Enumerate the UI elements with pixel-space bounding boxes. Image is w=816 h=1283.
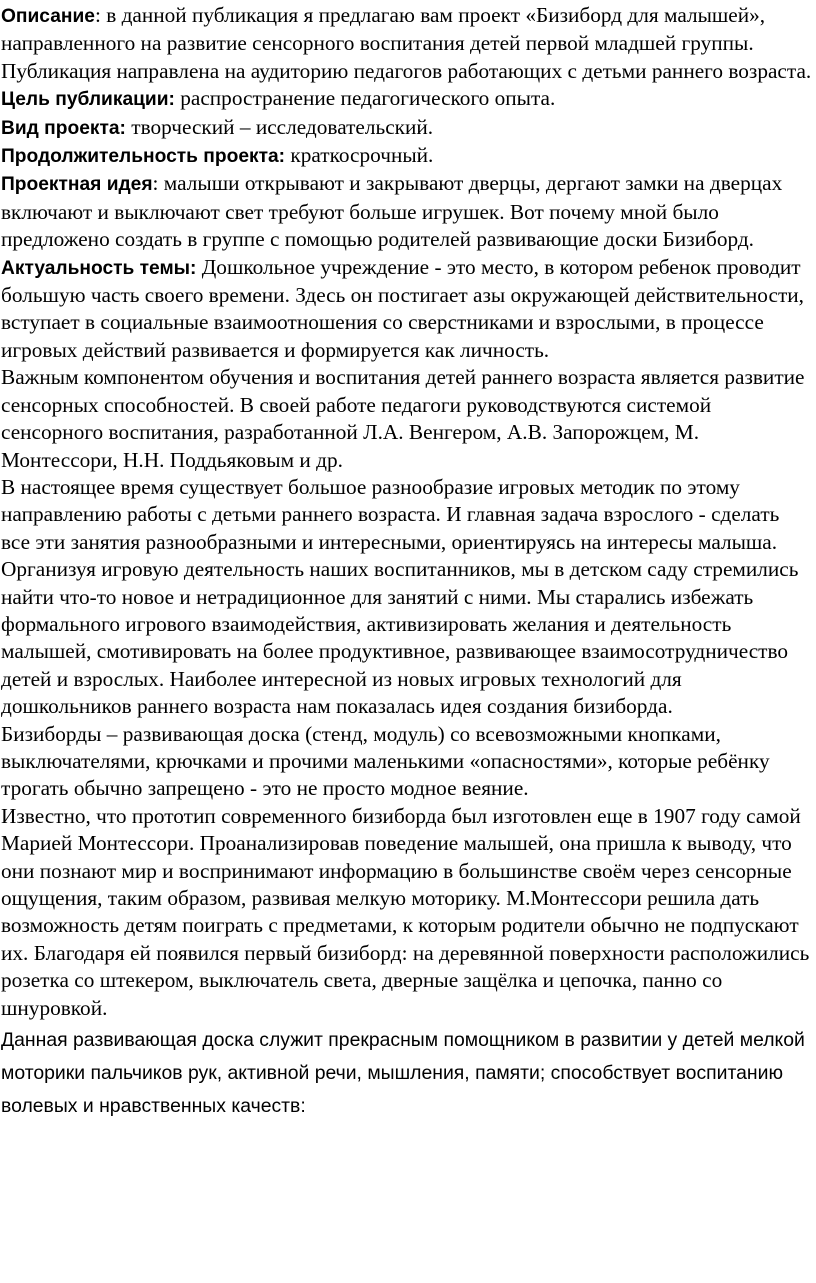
relevance-label: Актуальность темы: xyxy=(1,257,197,279)
description-text: : в данной публикация я предлагаю вам проект «Бизиборд для малышей», направленного на развитие сенсорного воспитания детей первой младшей группы. Публикация направлена на аудиторию педагогов работающих с детьми раннего возраста. xyxy=(1,3,812,83)
goal-paragraph xyxy=(1,85,813,113)
duration-paragraph xyxy=(1,142,813,170)
project-idea-paragraph xyxy=(1,170,813,253)
description-paragraph xyxy=(1,2,813,85)
relevance-text: Дошкольное учреждение - это место, в котором ребенок проводит большую часть своего времени. Здесь он постигает азы окружающей действительности, вступает в социальные взаимоотношения со сверстниками и взрослыми, в процессе игровых действий развивается и формируется как личность. xyxy=(1,254,804,362)
project-idea-text: : малыши открывают и закрывают дверцы, дергают замки на дверцах включают и выключают свет требуют больше игрушек. Вот почему мной было предложено создать в группе с помощью родителей развивающие доски Бизиборд. xyxy=(1,171,783,252)
goal-text: распространение педагогического опыта. xyxy=(174,86,556,111)
goal-label: Цель публикации: xyxy=(1,89,175,111)
organization-paragraph: Организуя игровую деятельность наших воспитанников, мы в детском саду стремились найти что-то новое и нетрадиционное для занятий с ними. Мы старались избежать формального игрового взаимодействия, активизировать желания и деятельность малышей, смотивировать на более продуктивное, развивающее взаимосотрудничество детей и взрослых. Наиболее интересной из новых игровых технологий для дошкольников раннего возраста нам показалась идея создания бизиборда. xyxy=(1,557,799,719)
benefits-paragraph: Данная развивающая доска служит прекрасным помощником в развитии у детей мелкой моторики пальчиков рук, активной речи, мышления, памяти; способствует воспитанию волевых и нравственных качеств: xyxy=(1,1029,805,1118)
project-type-label: Вид проекта: xyxy=(1,117,126,139)
sensory-paragraph: Важным компонентом обучения и воспитания детей раннего возраста является развитие сенсорных способностей. В своей работе педагоги руководствуются системой сенсорного воспитания, разработанной Л.А. Венгером, А.В. Запорожцем, М. Монтессори, Н.Н. Поддьяковым и др. xyxy=(1,365,805,472)
relevance-paragraph xyxy=(1,254,813,365)
description-label: Описание xyxy=(1,6,95,27)
duration-text: краткосрочный. xyxy=(285,143,434,168)
duration-label: Продолжительность проекта: xyxy=(1,146,286,168)
methods-paragraph: В настоящее время существует большое разнообразие игровых методик по этому направлению работы с детьми раннего возраста. И главная задача взрослого - сделать все эти занятия разнообразными и интересными, ориентируясь на интересы малыша. xyxy=(1,474,780,554)
project-type-text: творческий – исследовательский. xyxy=(125,114,434,139)
document-page xyxy=(0,2,813,1123)
history-paragraph: Известно, что прототип современного бизиборда был изготовлен еще в 1907 году самой Марией Монтессори. Проанализировав поведение малышей, она пришла к выводу, что они познают мир и воспринимают информацию в большинстве своём через сенсорные ощущения, таким образом, развивая мелкую моторику. М.Монтессори решила дать возможность детям поиграть с предметами, к которым родители обычно не подпускают их. Благодаря ей появился первый бизиборд: на деревянной поверхности расположились розетка со штекером, выключатель света, дверные защёлка и цепочка, панно со шнуровкой. xyxy=(1,803,810,1020)
busyboard-definition-paragraph: Бизиборды – развивающая доска (стенд, модуль) со всевозможными кнопками, выключателями, крючками и прочими маленькими «опасностями», которые ребёнку трогать обычно запрещено - это не просто модное веяние. xyxy=(1,721,770,801)
project-idea-label: Проектная идея xyxy=(1,174,153,196)
project-type-paragraph xyxy=(1,114,813,142)
